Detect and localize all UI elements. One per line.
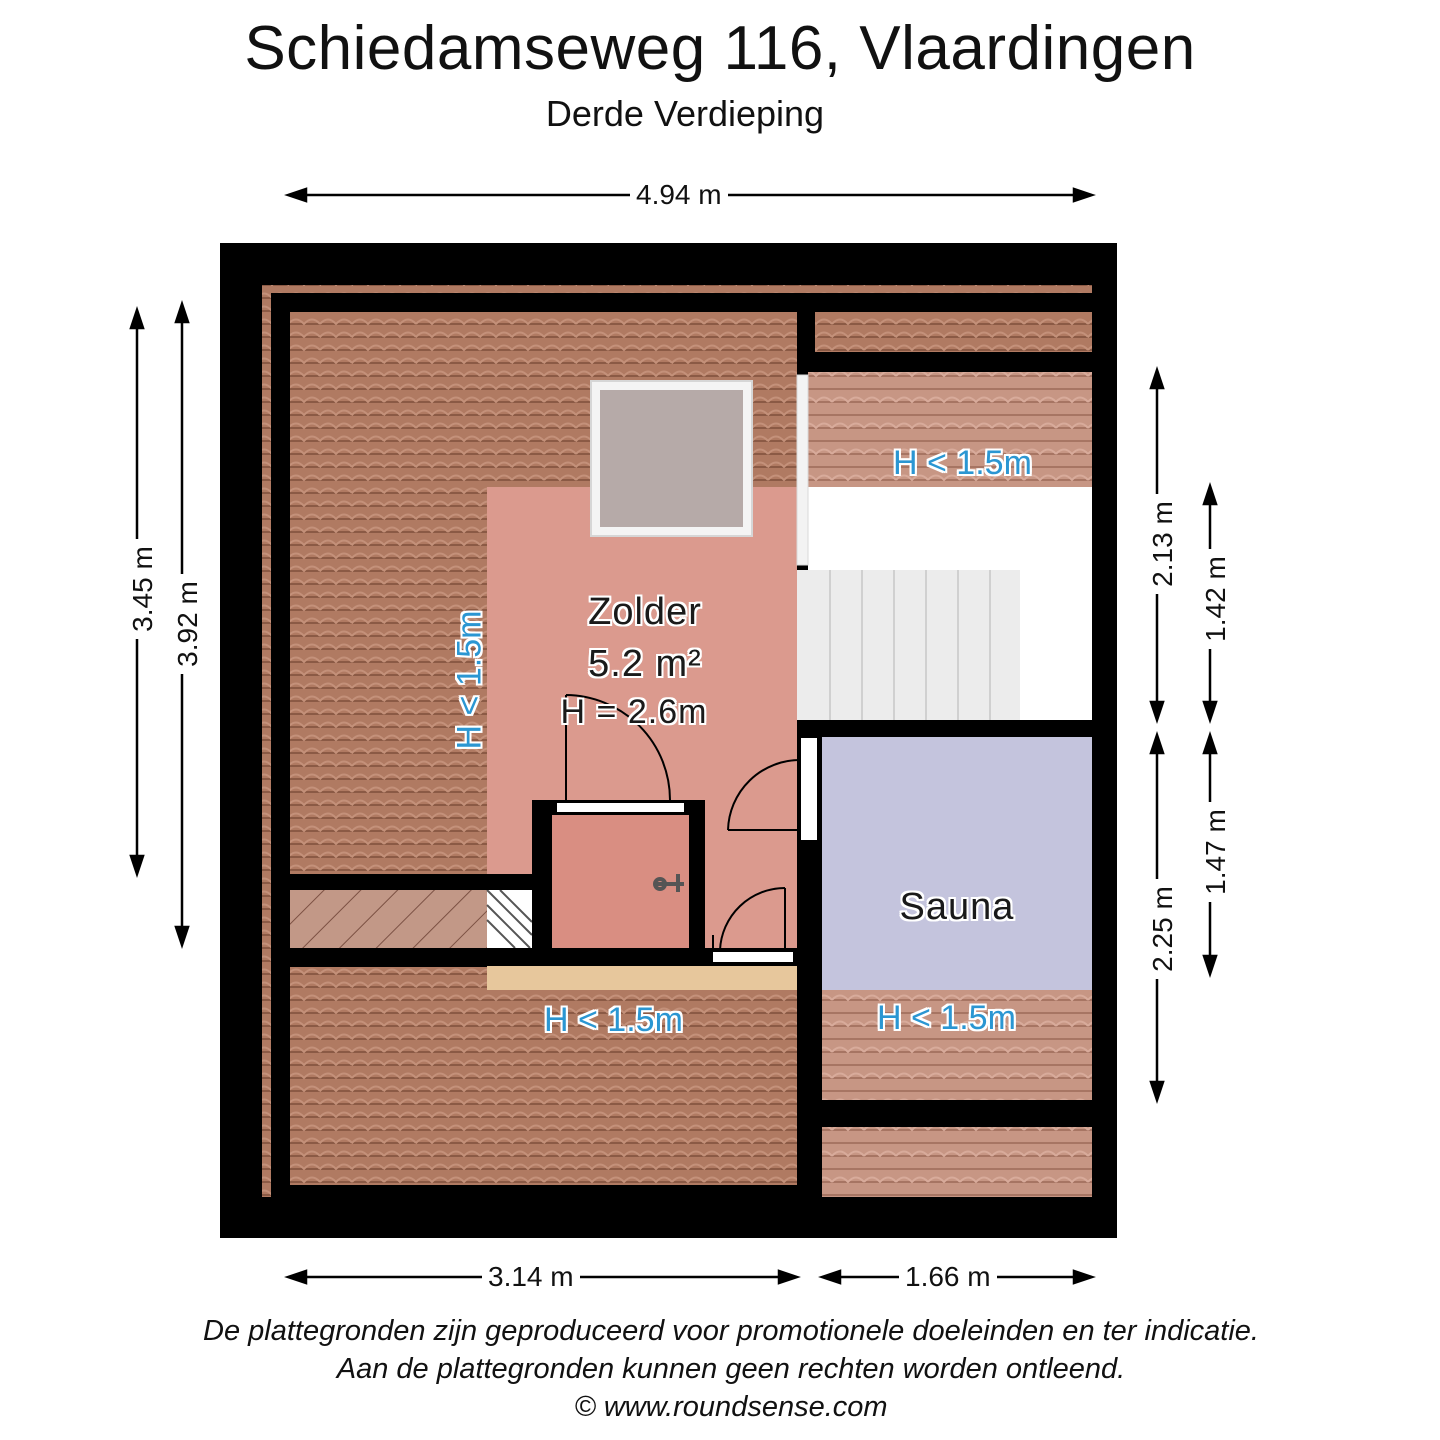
room-zolder-name: Zolder: [588, 591, 702, 633]
dim-bottom-right: 1.66 m: [899, 1261, 997, 1293]
dim-right-lower: 2.25 m: [1147, 879, 1179, 979]
dim-top-width: 4.94 m: [630, 179, 728, 211]
height-note-bottom-center: H < 1.5m: [544, 1001, 683, 1039]
dim-left-inner: 3.45 m: [127, 539, 159, 639]
disclaimer: [0, 1312, 1440, 1426]
dim-right-inner-lower: 1.47 m: [1200, 802, 1232, 902]
dim-bottom-left: 3.14 m: [482, 1261, 580, 1293]
height-note-top-right: H < 1.5m: [893, 444, 1032, 482]
disclaimer-line-2: Aan de plattegronden kunnen geen rechten worden ontleend.: [336, 1353, 1126, 1385]
copyright-link[interactable]: © www.roundsense.com: [574, 1391, 888, 1423]
room-zolder-area: 5.2 m²: [588, 643, 702, 685]
room-sauna-name: Sauna: [899, 886, 1015, 928]
roof-area-bottom-right-lower: [822, 1127, 1092, 1197]
roof-area-top-right: [815, 312, 1092, 352]
sauna-floor: [822, 737, 1092, 990]
closet-floor: [552, 815, 689, 948]
floor-name: Derde Verdieping: [545, 93, 825, 134]
height-note-bottom-right: H < 1.5m: [877, 999, 1016, 1037]
roof-area-left-strip: [262, 285, 271, 1197]
disclaimer-line-1: De plattegronden zijn geproduceerd voor promotionele doeleinden en ter indicatie.: [203, 1315, 1259, 1347]
height-note-left: H < 1.5m: [450, 610, 489, 750]
floor-strip: [487, 966, 797, 990]
dim-right-upper: 2.13 m: [1147, 494, 1179, 594]
storage-hatched: [290, 890, 487, 948]
room-zolder-height: H = 2.6m: [560, 693, 708, 731]
dim-left-outer: 3.92 m: [172, 574, 204, 674]
plan-title: Schiedamseweg 116, Vlaardingen: [244, 14, 1196, 83]
roof-area-bottom-left: [290, 967, 797, 1185]
stair-rail: [797, 375, 808, 565]
dim-right-inner-upper: 1.42 m: [1200, 549, 1232, 649]
roof-area-top-strip: [262, 285, 1092, 293]
